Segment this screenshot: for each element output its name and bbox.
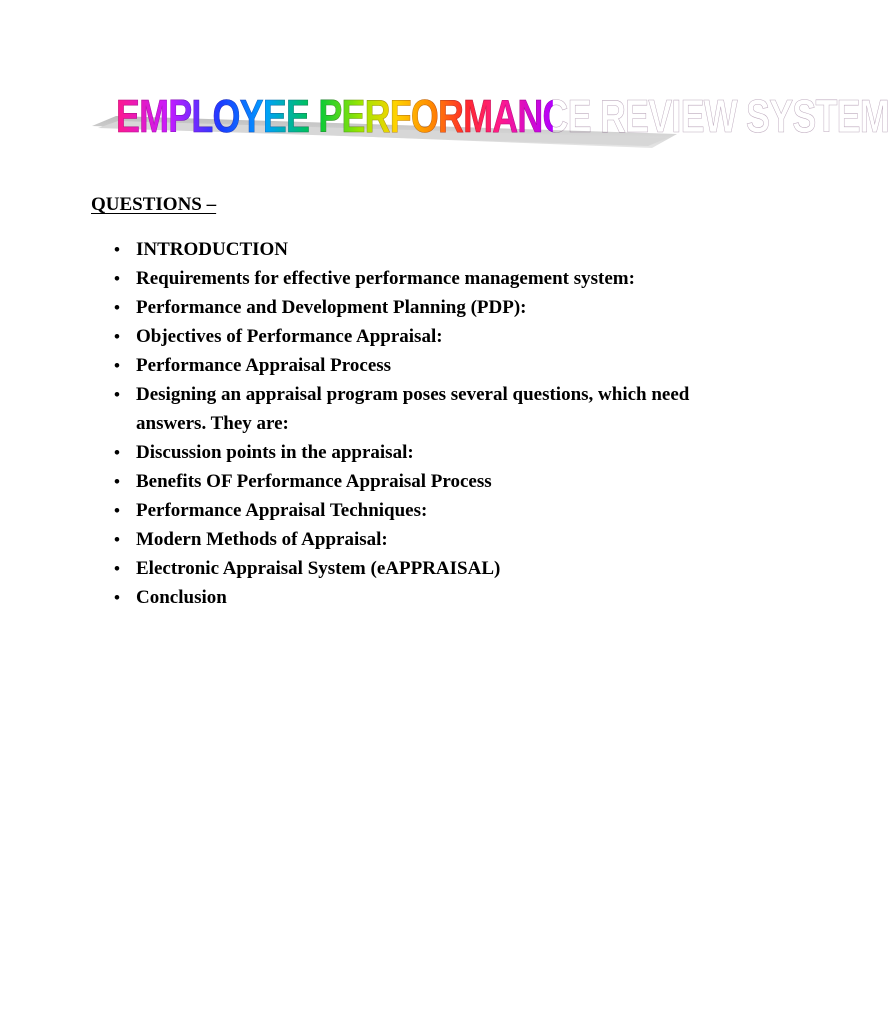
- list-item: [111, 583, 701, 612]
- bullet-icon: •: [114, 298, 120, 317]
- bullet-icon: •: [114, 356, 120, 375]
- bullet-icon: •: [114, 588, 120, 607]
- list-item-label: Discussion points in the appraisal:: [136, 442, 414, 463]
- list-item-label: Electronic Appraisal System (eAPPRAISAL): [136, 558, 501, 579]
- section-heading: QUESTIONS –: [91, 194, 217, 215]
- list-item-label: Designing an appraisal program poses several questions, which need answers. They are:: [136, 384, 690, 434]
- list-item: [111, 496, 701, 525]
- list-item: [111, 235, 701, 264]
- list-item: [111, 264, 701, 293]
- list-item: [111, 467, 701, 496]
- list-item: [111, 525, 701, 554]
- list-item-label: Conclusion: [136, 587, 227, 608]
- list-item: [111, 380, 701, 438]
- bullet-icon: •: [114, 472, 120, 491]
- list-item: [111, 351, 701, 380]
- bullet-icon: •: [114, 240, 120, 259]
- list-item: [111, 554, 701, 583]
- list-item-label: Performance and Development Planning (PDP):: [136, 297, 527, 318]
- bullet-icon: •: [114, 501, 120, 520]
- title-text: EMPLOYEE PERFORMANCE REVIEW SYSTEM: [116, 90, 889, 142]
- list-item-label: Performance Appraisal Process: [136, 355, 392, 376]
- list-item: [111, 322, 701, 351]
- list-item-label: Objectives of Performance Appraisal:: [136, 326, 443, 347]
- question-list: [111, 235, 701, 612]
- list-item-label: INTRODUCTION: [136, 239, 289, 260]
- bullet-icon: •: [114, 327, 120, 346]
- bullet-icon: •: [114, 385, 120, 404]
- list-item-label: Performance Appraisal Techniques:: [136, 500, 428, 521]
- list-item-label: Requirements for effective performance management system:: [136, 268, 635, 289]
- wordart-title: [92, 88, 889, 150]
- bullet-icon: •: [114, 559, 120, 578]
- list-item: [111, 438, 701, 467]
- list-item: [111, 293, 701, 322]
- bullet-icon: •: [114, 530, 120, 549]
- bullet-icon: •: [114, 269, 120, 288]
- list-item-label: Benefits OF Performance Appraisal Process: [136, 471, 492, 492]
- list-item-label: Modern Methods of Appraisal:: [136, 529, 388, 550]
- bullet-icon: •: [114, 443, 120, 462]
